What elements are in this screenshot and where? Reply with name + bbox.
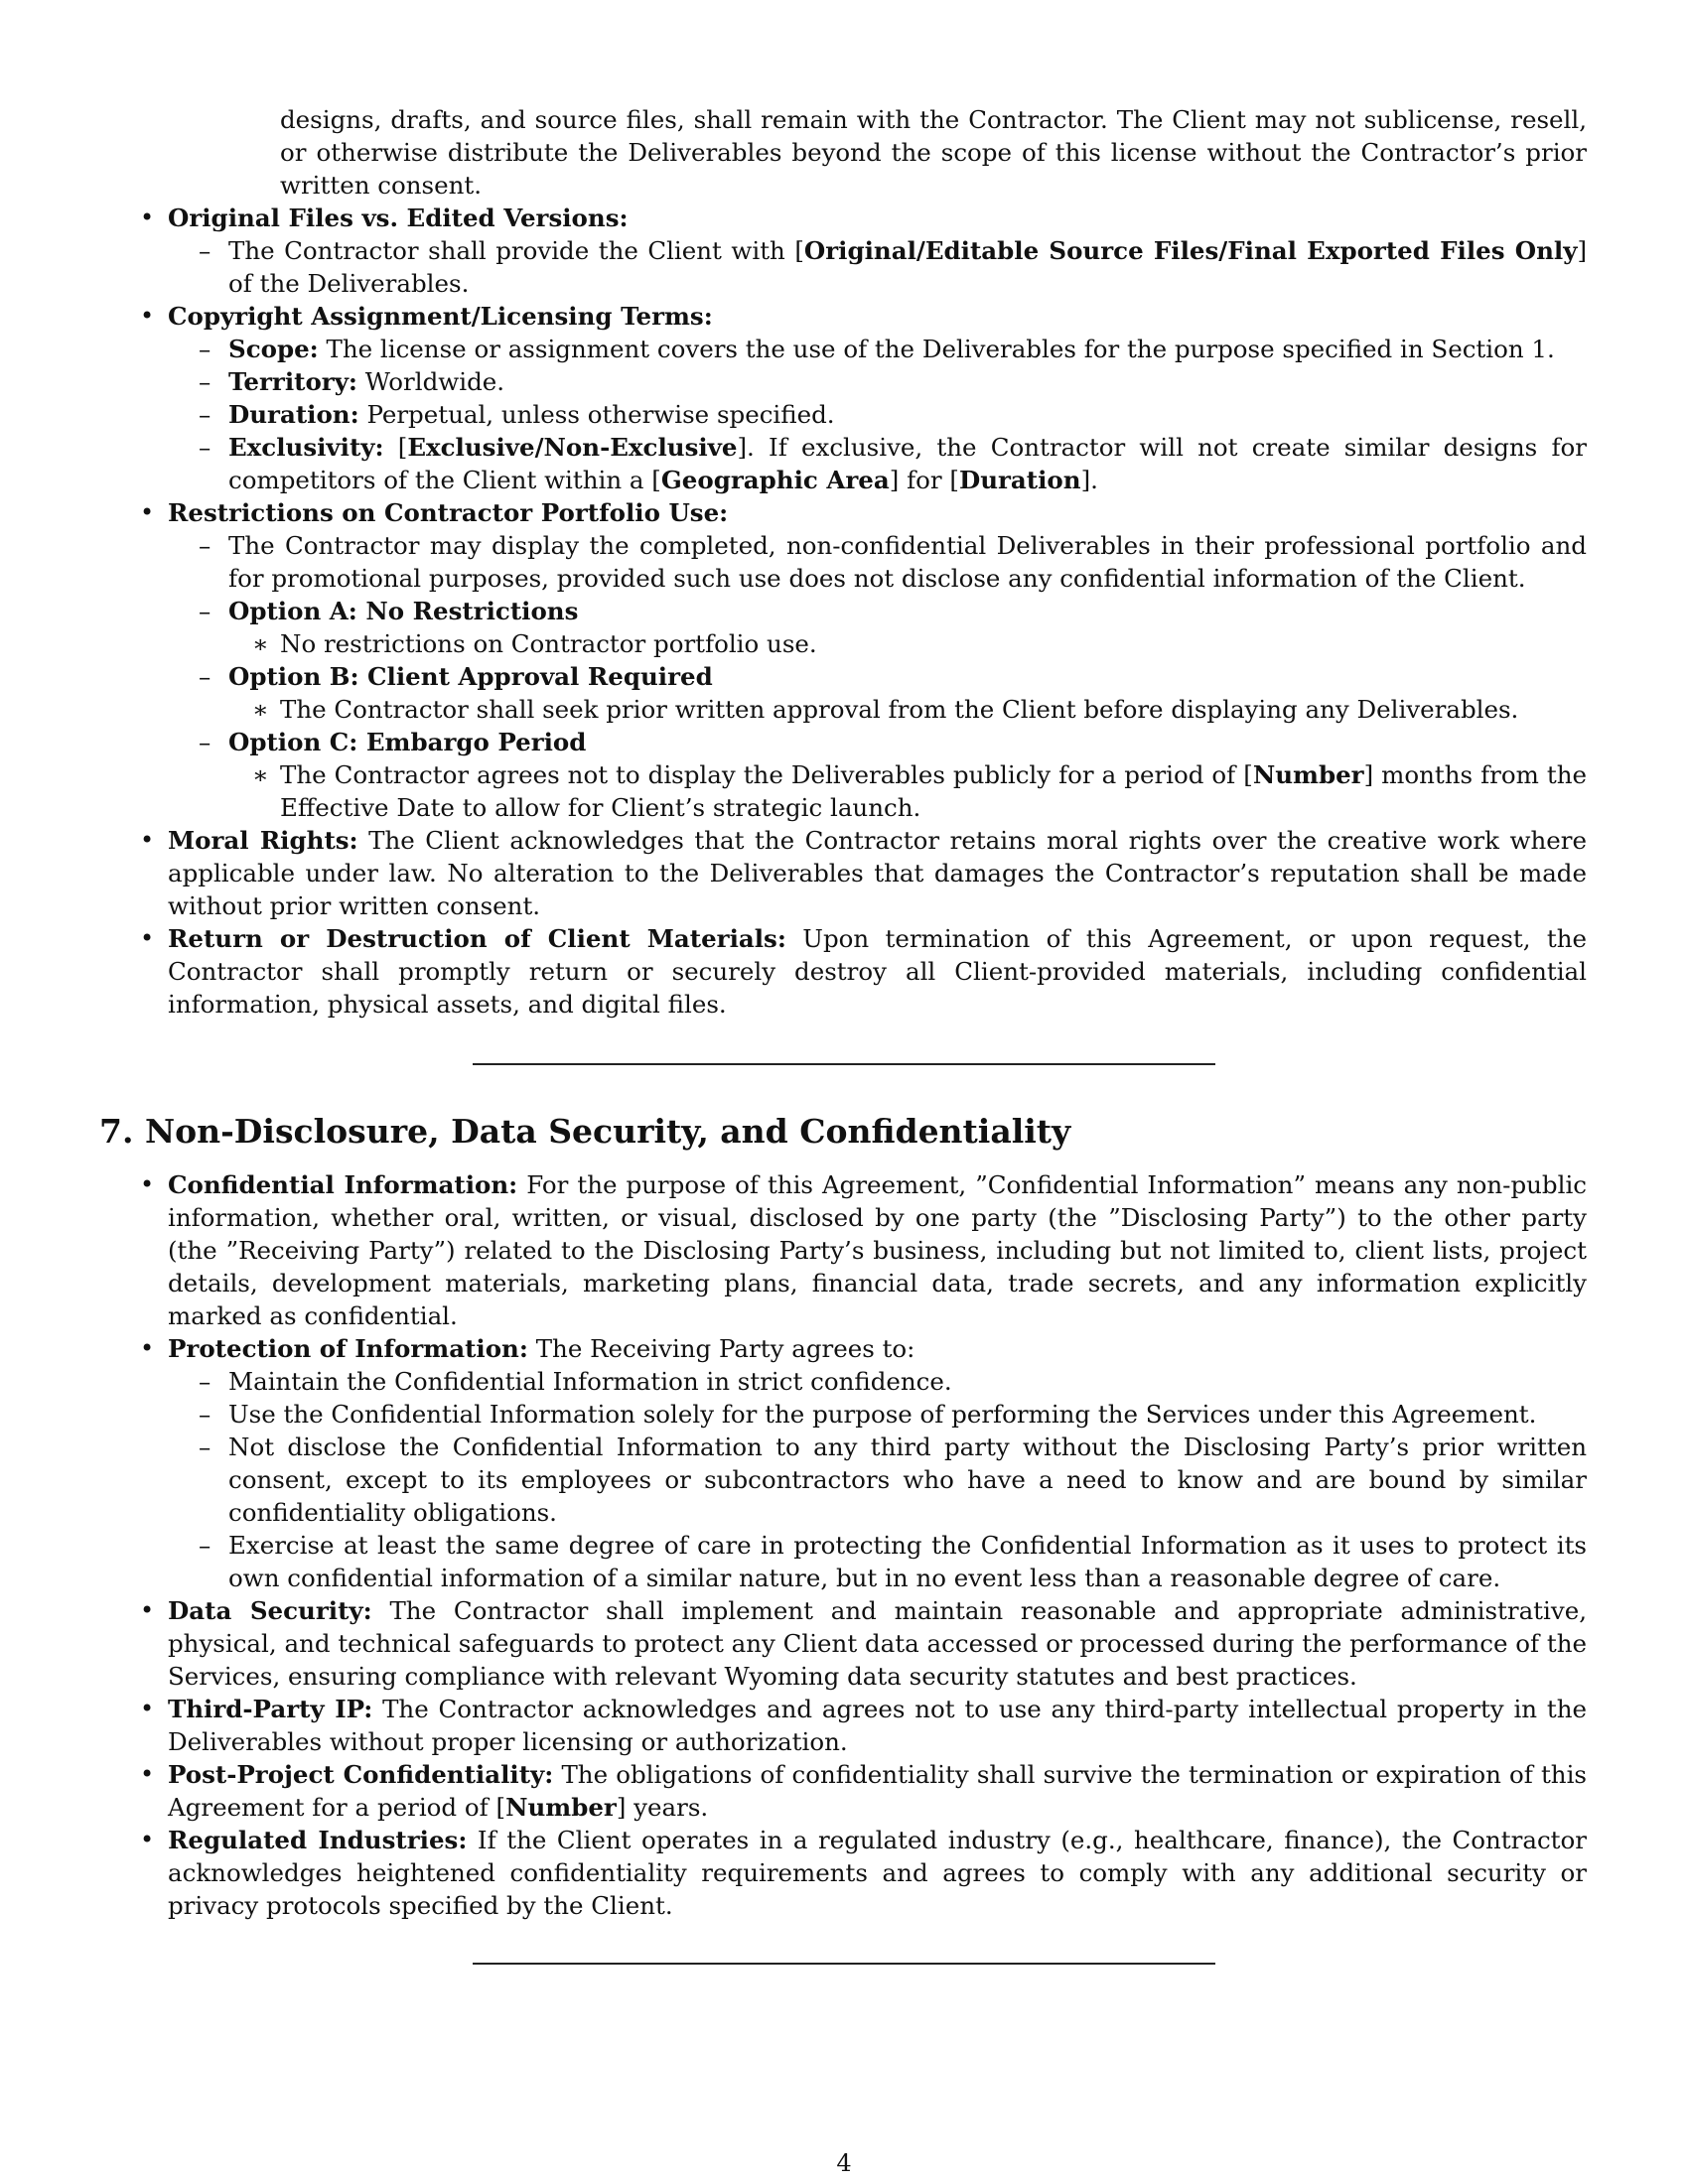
protection-sub-4: – Exercise at least the same degree of care in protecting the Confidential Information as it uses to protect its own confidential information of a similar nature, but in no event less than a reasonable degree of care. (228, 1529, 1587, 1594)
portfolio-option-c-text: ∗ The Contractor agrees not to display the Deliverables publicly for a period of [Number] months from the Effective Date to allow for Client’s strategic launch. (280, 758, 1587, 824)
return-materials-item: • Return or Destruction of Client Materials: Upon termination of this Agreement, or upon request, the Contractor shall promptly return or securely destroy all Client-provided materials, including confidential information, physical assets, and digital files. (168, 922, 1587, 1021)
protection-sub-2: – Use the Confidential Information solely for the purpose of performing the Services under this Agreement. (228, 1398, 1587, 1431)
copyright-duration: – Duration: Perpetual, unless otherwise specified. (228, 398, 1587, 431)
copyright-territory: – Territory: Worldwide. (228, 365, 1587, 398)
portfolio-option-a: – Option A: No Restrictions ∗ No restrictions on Contractor portfolio use. (228, 595, 1587, 660)
third-party-ip-item: • Third-Party IP: The Contractor acknowledges and agrees not to use any third-party intellectual property in the Deliverables without proper licensing or authorization. (168, 1693, 1587, 1758)
portfolio-sub: – The Contractor may display the completed, non-confidential Deliverables in their professional portfolio and for promotional purposes, provided such use does not disclose any confidential information of the Client. (228, 529, 1587, 595)
regulated-industries-item: • Regulated Industries: If the Client operates in a regulated industry (e.g., healthcare, finance), the Contractor acknowledges heightened confidentiality requirements and agrees to comply with any additional security or privacy protocols specified by the Client. (168, 1824, 1587, 1922)
protection-sub-1: – Maintain the Confidential Information in strict confidence. (228, 1365, 1587, 1398)
ip-bullet-list (168, 202, 1587, 1021)
portfolio-option-b-text: ∗ The Contractor shall seek prior written approval from the Client before displaying any Deliverables. (280, 693, 1587, 726)
original-files-heading: Original Files vs. Edited Versions: (168, 204, 629, 232)
original-files-item (168, 202, 1587, 300)
moral-rights-item: • Moral Rights: The Client acknowledges that the Contractor retains moral rights over the creative work where applicable under law. No alteration to the Deliverables that damages the Contractor’s reputation shall be made without prior written consent. (168, 824, 1587, 922)
copyright-exclusivity: – Exclusivity: [Exclusive/Non-Exclusive]. If exclusive, the Contractor will not create similar designs for competitors of the Client within a [Geographic Area] for [Duration]. (228, 431, 1587, 496)
portfolio-item (168, 496, 1587, 824)
protection-sub-3: – Not disclose the Confidential Information to any third party without the Disclosing Party’s prior written consent, except to its employees or subcontractors who have a need to know and are bound by similar confidentiality obligations. (228, 1431, 1587, 1529)
portfolio-option-a-text: ∗ No restrictions on Contractor portfolio use. (280, 627, 1587, 660)
portfolio-option-b: – Option B: Client Approval Required ∗ The Contractor shall seek prior written approval from the Client before displaying any Deliverables. (228, 660, 1587, 726)
section-7-title: 7. Non-Disclosure, Data Security, and Confidentiality (99, 1112, 1071, 1151)
portfolio-heading: Restrictions on Contractor Portfolio Use: (168, 498, 729, 527)
copyright-heading: Copyright Assignment/Licensing Terms: (168, 302, 713, 331)
post-project-item: • Post-Project Confidentiality: The obligations of confidentiality shall survive the termination or expiration of this Agreement for a period of [Number] years. (168, 1758, 1587, 1824)
protection-item: • Protection of Information: The Receiving Party agrees to: – Maintain the Confidential Information in strict confidence. – Use the Confidential Information solely for the purpose of performing the Services under this Agreement. – Not disclose the Confidential Information to any third party without the Disclosing Party’s prior written consent, except to its employees or subcontractors who have a need to know and are bound by similar confidentiality obligations. – Exercise at least the same degree of care in protecting the Confidential Information as it uses to protect its own confidential information of a similar nature, but in no event less than a reasonable degree of care. (168, 1332, 1587, 1594)
license-continuation: designs, drafts, and source files, shall remain with the Contractor. The Client may not sublicense, resell, or otherwise distribute the Deliverables beyond the scope of this license without the Contractor’s prior written consent. (280, 105, 1587, 200)
section-divider-2 (473, 1963, 1215, 1965)
original-files-sub: – The Contractor shall provide the Client with [Original/Editable Source Files/Final Exported Files Only] of the Deliverables. (228, 234, 1587, 300)
section-7-list (168, 1168, 1587, 1922)
page-number: 4 (836, 2149, 852, 2177)
section-divider-1 (473, 1063, 1215, 1065)
data-security-item: • Data Security: The Contractor shall implement and maintain reasonable and appropriate administrative, physical, and technical safeguards to protect any Client data accessed or processed during the performance of the Services, ensuring compliance with relevant Wyoming data security statutes and best practices. (168, 1594, 1587, 1693)
copyright-item (168, 300, 1587, 496)
copyright-scope: – Scope: The license or assignment covers the use of the Deliverables for the purpose specified in Section 1. (228, 333, 1587, 365)
portfolio-option-c: – Option C: Embargo Period ∗ The Contractor agrees not to display the Deliverables publicly for a period of [Number] months from the Effective Date to allow for Client’s strategic launch. (228, 726, 1587, 824)
confidential-info-item: • Confidential Information: For the purpose of this Agreement, ”Confidential Information” means any non-public information, whether oral, written, or visual, disclosed by one party (the ”Disclosing Party”) to the other party (the ”Receiving Party”) related to the Disclosing Party’s business, including but not limited to, client lists, project details, development materials, marketing plans, financial data, trade secrets, and any information explicitly marked as confidential. (168, 1168, 1587, 1332)
